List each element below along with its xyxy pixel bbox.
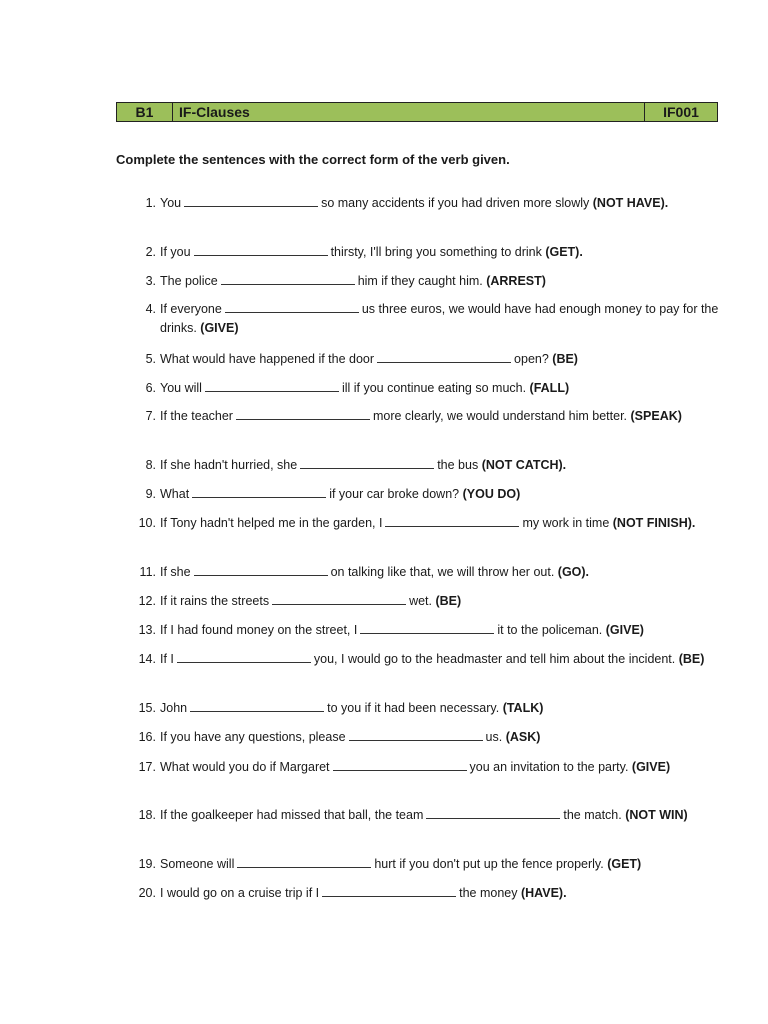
- item-sentence: [156, 379, 720, 398]
- answer-blank[interactable]: [333, 758, 467, 771]
- sentence-start: If she hadn't hurried, she: [160, 458, 298, 472]
- item-number: 9.: [145, 487, 156, 501]
- sentence-start: If I had found money on the street, I: [160, 623, 358, 637]
- item-number: 8.: [145, 458, 156, 472]
- item-sentence: [156, 407, 720, 426]
- sentence-end: open?: [514, 352, 553, 366]
- verb-hint: (YOU DO): [462, 487, 521, 501]
- sentence-end: hurt if you don't put up the fence properly.: [374, 857, 608, 871]
- verb-hint: (ASK): [505, 730, 541, 744]
- verb-hint: (BE): [678, 652, 705, 666]
- worksheet-code: IF001: [645, 103, 717, 121]
- verb-hint: (FALL): [529, 381, 570, 395]
- sentence-end: if your car broke down?: [329, 487, 463, 501]
- item-number: 14.: [138, 652, 156, 666]
- sentence-end: my work in time: [522, 516, 613, 530]
- verb-hint: (BE): [435, 594, 462, 608]
- item-sentence: [156, 758, 720, 777]
- answer-blank[interactable]: [194, 243, 328, 256]
- item-number: 6.: [145, 381, 156, 395]
- verb-hint: (NOT HAVE).: [592, 196, 669, 210]
- verb-hint: (GET).: [545, 245, 583, 259]
- answer-blank[interactable]: [360, 621, 494, 634]
- exercise-item: [130, 855, 720, 874]
- sentence-start: If I: [160, 652, 174, 666]
- verb-hint: (TALK): [502, 701, 544, 715]
- item-sentence: [156, 621, 720, 640]
- answer-blank[interactable]: [377, 350, 511, 363]
- answer-blank[interactable]: [221, 272, 355, 285]
- sentence-end: more clearly, we would understand him better.: [372, 409, 631, 423]
- verb-hint: (GIVE): [605, 623, 644, 637]
- sentence-end: wet.: [409, 594, 436, 608]
- item-number: 18.: [138, 808, 156, 822]
- item-sentence: [156, 243, 720, 262]
- verb-hint: (BE): [552, 352, 578, 366]
- exercise-item: [130, 514, 720, 533]
- sentence-end: us three euros, we would have had enough money to pay for the drinks.: [160, 302, 719, 335]
- answer-blank[interactable]: [192, 485, 326, 498]
- sentence-end: the money: [459, 886, 521, 900]
- exercise-item: [130, 243, 720, 262]
- exercise-item: [130, 728, 720, 747]
- sentence-start: If you: [160, 245, 191, 259]
- sentence-end: you, I would go to the headmaster and tell him about the incident.: [313, 652, 679, 666]
- item-number: 16.: [138, 730, 156, 744]
- sentence-end: on talking like that, we will throw her out.: [330, 565, 558, 579]
- verb-hint: (GIVE): [631, 760, 671, 774]
- item-sentence: [156, 650, 720, 669]
- sentence-start: If it rains the streets: [160, 594, 270, 608]
- sentence-end: you an invitation to the party.: [469, 760, 632, 774]
- item-number: 1.: [145, 196, 156, 210]
- sentence-end: us.: [485, 730, 506, 744]
- item-number: 20.: [138, 886, 156, 900]
- exercise-item: [130, 806, 720, 825]
- sentence-start: What would you do if Margaret: [160, 760, 330, 774]
- answer-blank[interactable]: [225, 300, 359, 313]
- item-number: 3.: [145, 274, 156, 288]
- verb-hint: (NOT WIN): [625, 808, 688, 822]
- verb-hint: (ARREST): [486, 274, 546, 288]
- answer-blank[interactable]: [205, 379, 339, 392]
- answer-blank[interactable]: [194, 563, 328, 576]
- item-sentence: [156, 272, 720, 291]
- exercise-item: [130, 699, 720, 718]
- sentence-start: If Tony hadn't helped me in the garden, I: [160, 516, 383, 530]
- exercise-item: [130, 592, 720, 611]
- sentence-start: If the teacher: [160, 409, 233, 423]
- sentence-start: I would go on a cruise trip if I: [160, 886, 320, 900]
- answer-blank[interactable]: [349, 728, 483, 741]
- item-sentence: [156, 350, 720, 369]
- item-number: 11.: [139, 565, 156, 579]
- answer-blank[interactable]: [190, 699, 324, 712]
- answer-blank[interactable]: [385, 514, 519, 527]
- exercise-item: [130, 884, 720, 903]
- item-number: 4.: [145, 302, 156, 316]
- item-number: 13.: [138, 623, 156, 637]
- answer-blank[interactable]: [236, 407, 370, 420]
- sentence-end: so many accidents if you had driven more slowly: [321, 196, 593, 210]
- sentence-start: If you have any questions, please: [160, 730, 346, 744]
- answer-blank[interactable]: [184, 194, 318, 207]
- sentence-start: What: [160, 487, 190, 501]
- exercise-item: [130, 194, 720, 213]
- sentence-end: ill if you continue eating so much.: [341, 381, 530, 395]
- worksheet-header: [116, 102, 718, 122]
- exercise-item: [130, 758, 720, 777]
- item-number: 15.: [138, 701, 156, 715]
- item-sentence: [156, 855, 720, 874]
- item-sentence: [156, 699, 720, 718]
- item-sentence: [156, 806, 720, 825]
- sentence-start: If everyone: [160, 302, 222, 316]
- item-number: 19.: [138, 857, 156, 871]
- sentence-start: John: [160, 701, 188, 715]
- item-sentence: [156, 194, 720, 213]
- verb-hint: (GO).: [557, 565, 590, 579]
- exercise-item: [130, 456, 720, 475]
- item-number: 5.: [145, 352, 156, 366]
- exercise-item: [130, 485, 720, 504]
- exercise-item: [130, 272, 720, 291]
- sentence-end: the match.: [563, 808, 626, 822]
- item-sentence: [156, 456, 720, 475]
- exercise-item: [130, 621, 720, 640]
- item-sentence: [156, 884, 720, 903]
- sentence-end: to you if it had been necessary.: [327, 701, 503, 715]
- topic-label: IF-Clauses: [173, 103, 645, 121]
- sentence-end: the bus: [437, 458, 482, 472]
- exercise-item: [130, 563, 720, 582]
- item-number: 17.: [138, 760, 156, 774]
- item-sentence: [156, 300, 720, 338]
- item-sentence: [156, 563, 720, 582]
- item-sentence: [156, 728, 720, 747]
- answer-blank[interactable]: [237, 855, 371, 868]
- item-sentence: [156, 592, 720, 611]
- answer-blank[interactable]: [322, 884, 456, 897]
- item-sentence: [156, 485, 720, 504]
- verb-hint: (HAVE).: [520, 886, 567, 900]
- exercise-item: [130, 350, 720, 369]
- sentence-start: If she: [160, 565, 191, 579]
- verb-hint: (NOT FINISH).: [612, 516, 696, 530]
- answer-blank[interactable]: [426, 806, 560, 819]
- instruction-text: Complete the sentences with the correct form of the verb given.: [116, 152, 510, 167]
- exercise-item: [130, 650, 720, 669]
- sentence-end: it to the policeman.: [497, 623, 606, 637]
- sentence-end: thirsty, I'll bring you something to drink: [330, 245, 546, 259]
- item-number: 10.: [138, 516, 156, 530]
- verb-hint: (GIVE): [200, 321, 239, 335]
- level-label: B1: [117, 103, 173, 121]
- sentence-start: Someone will: [160, 857, 235, 871]
- answer-blank[interactable]: [177, 650, 311, 663]
- sentence-start: If the goalkeeper had missed that ball, the team: [160, 808, 424, 822]
- sentence-start: The police: [160, 274, 218, 288]
- verb-hint: (NOT CATCH).: [481, 458, 567, 472]
- exercise-item: [130, 300, 720, 338]
- item-number: 2.: [145, 245, 156, 259]
- exercise-item: [130, 407, 720, 426]
- sentence-start: You will: [160, 381, 202, 395]
- answer-blank[interactable]: [300, 456, 434, 469]
- exercise-item: [130, 379, 720, 398]
- sentence-end: him if they caught him.: [357, 274, 487, 288]
- item-sentence: [156, 514, 720, 533]
- item-number: 7.: [145, 409, 156, 423]
- verb-hint: (GET): [607, 857, 642, 871]
- item-number: 12.: [138, 594, 156, 608]
- sentence-start: You: [160, 196, 182, 210]
- answer-blank[interactable]: [272, 592, 406, 605]
- sentence-start: What would have happened if the door: [160, 352, 375, 366]
- verb-hint: (SPEAK): [630, 409, 682, 423]
